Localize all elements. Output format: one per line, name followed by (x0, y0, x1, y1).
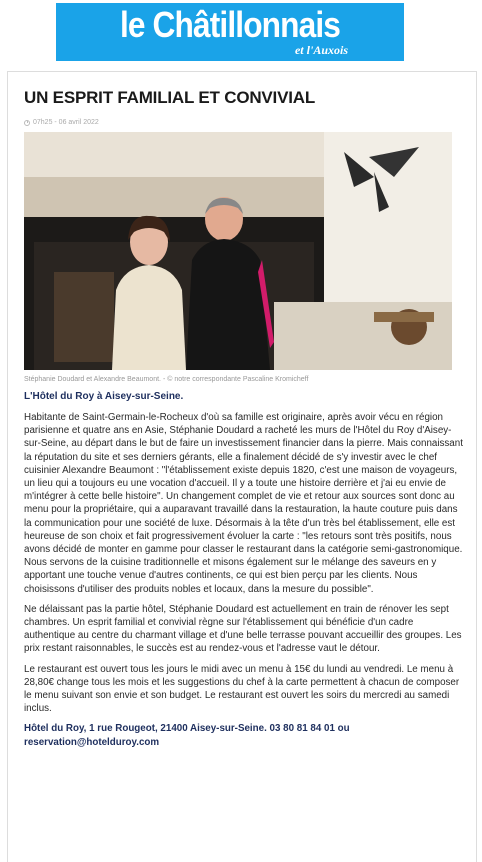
photo-caption (24, 375, 308, 385)
masthead-logo[interactable] (56, 3, 404, 61)
article-paragraph: Habitante de Saint-Germain-le-Rocheux d'où sa famille est originaire, après avoir vécu en région parisienne et quatre ans en Asie, Stéphanie Doudard a racheté les murs de l'Hôtel du Roy d'Aisey-sur-Seine, au départ dans le but de faire un investissement financier dans la pierre. Mais connaissant la réputation du site et ses derniers gérants, elle a finalement décidé de s'y investir avec le chef cuisinier Alexandre Beaumont : "l'établissement existe depuis 1820, c'est une maison de voyageurs, un lieu qui a toujours eu une vocation d'accueil. Il y a toute une histoire derrière et j'ai eu envie de m'intégrer à cette belle histoire". Un changement complet de vie et retour aux sources sont donc au menu pour la propriétaire, qui a auparavant travaillé dans la restauration, la haute couture puis dans la communication pour une société de luxe. Désormais à la tête d'un très bel établissement, elle est heureuse de son choix et fait progressivement évoluer la carte : "les retours sont très positifs, nous avons décidé de monter en gamme pour classer le restaurant dans la catégorie semi-gastronomique. Nous servons de la cuisine traditionnelle et misons également sur le mélange des saveurs en y apportant une touche venue d'autres continents, ce qui est bien perçu par les clients. Nous choisissons d'utiliser des produits nobles et locaux, dans la mesure du possible". (24, 412, 463, 595)
article-paragraph: Le restaurant est ouvert tous les jours le midi avec un menu à 15€ du lundi au vendredi. Le menu à 28,80€ change tous les mois et les suggestions du chef à la carte permettent à chacun de composer le menu suivant son envie et son budget. Le restaurant est ouvert les soirs du mercredi au samedi inclus. (24, 663, 460, 715)
article-lead: L'Hôtel du Roy à Aisey-sur-Seine. (24, 391, 184, 402)
article-headline: UN ESPRIT FAMILIAL ET CONVIVIAL (24, 88, 316, 107)
photo-credit: - © notre correspondante Pascaline Kromicheff (162, 376, 309, 383)
article-body (24, 411, 464, 756)
logo-subtitle: et l'Auxois (294, 43, 348, 57)
clock-icon (24, 120, 30, 126)
caption-text: Stéphanie Doudard et Alexandre Beaumont. (24, 376, 161, 383)
contact-info: Hôtel du Roy, 1 rue Rougeot, 21400 Aisey-sur-Seine. 03 80 81 84 01 ou reservation@hotelduroy.com (24, 723, 350, 748)
article-date: 07h25 - 06 avril 2022 (33, 119, 99, 126)
article-photo[interactable] (24, 132, 452, 370)
article-paragraph: Ne délaissant pas la partie hôtel, Stéphanie Doudard est actuellement en train de rénover les sept chambres. Un esprit familial et convivial règne sur l'établissement qui bénéficie d'un cadre authentique au centre du charmant village et d'une belle terrasse pouvant accueillir des groupes. Les prix restant raisonnables, le succès est au rendez-vous et l'adresse vaut le détour. (24, 603, 462, 655)
logo-title: le Châtillonnais (119, 4, 341, 45)
article-dateline (24, 118, 99, 128)
